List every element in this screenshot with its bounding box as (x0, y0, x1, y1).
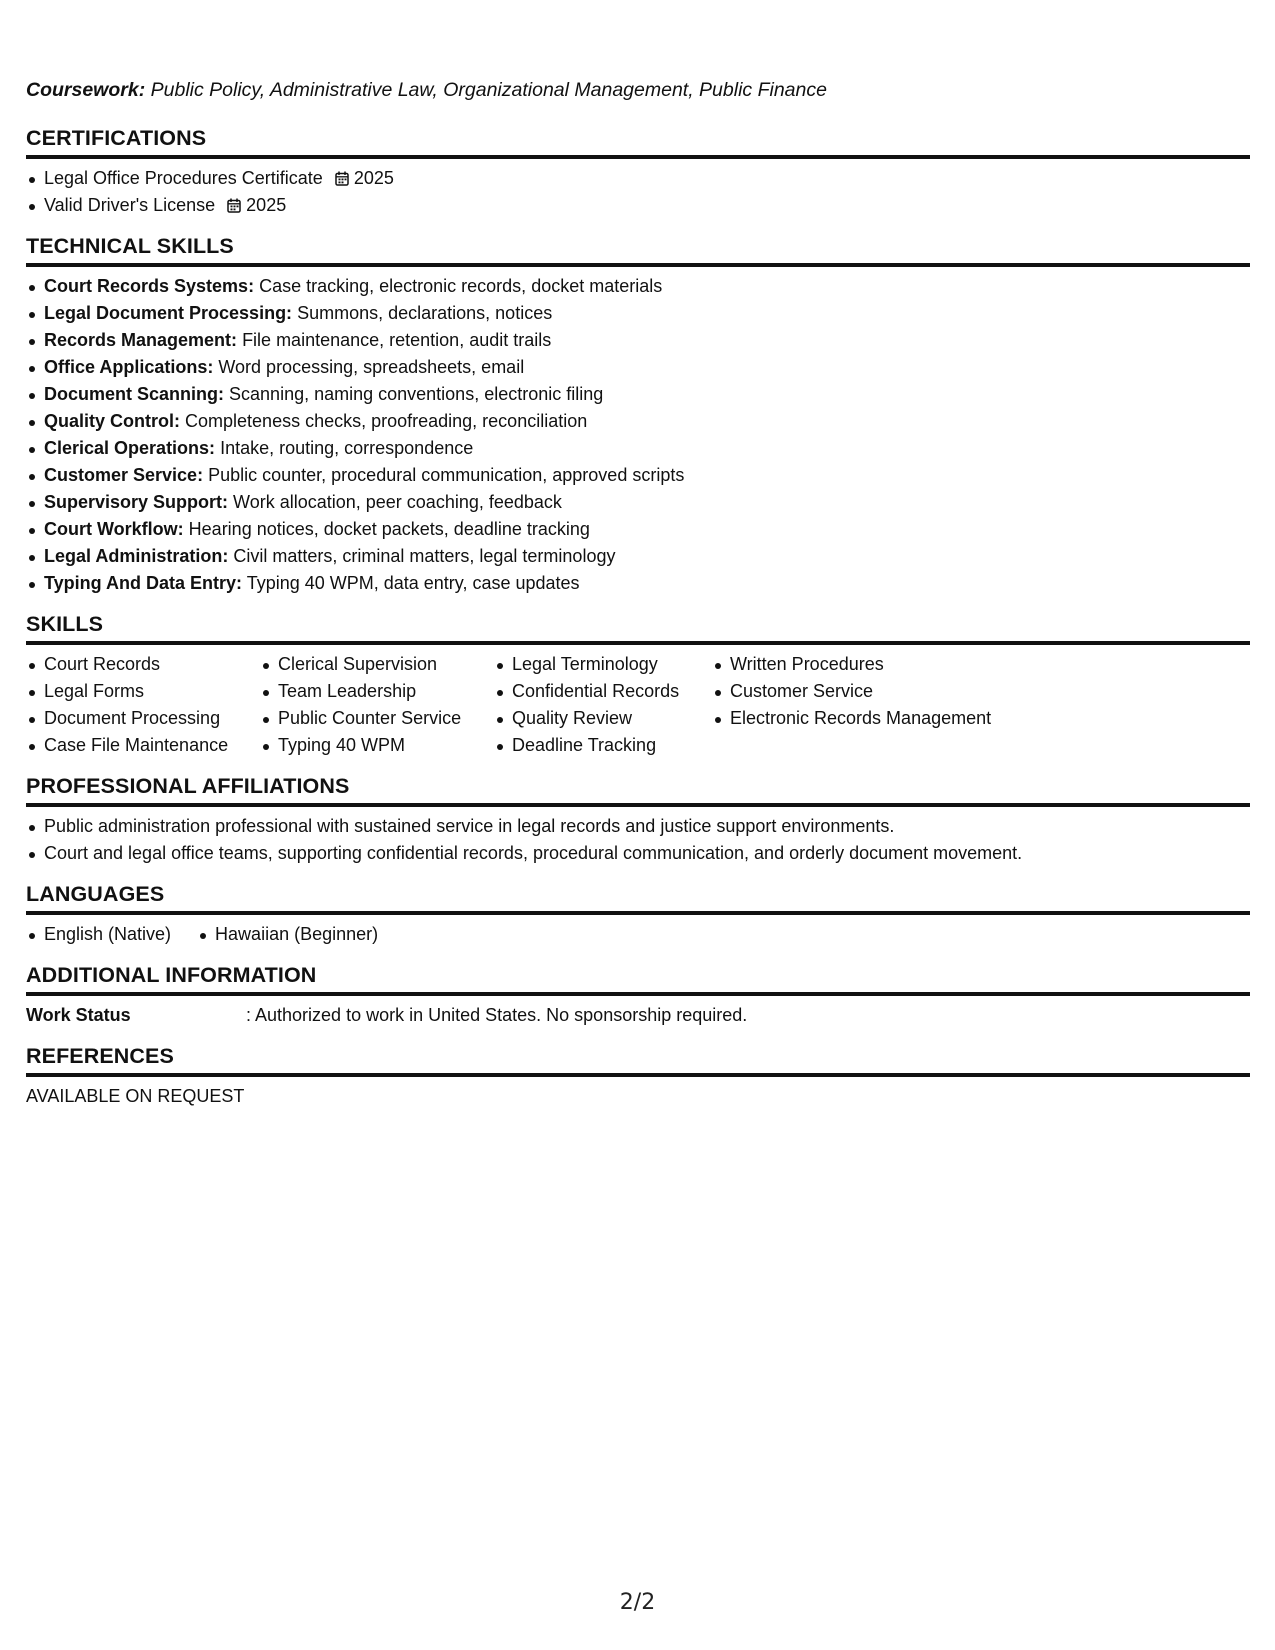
additional-info-section (26, 961, 1250, 1029)
language-item: Hawaiian (Beginner) (197, 921, 378, 948)
certification-date (227, 195, 286, 215)
skill-item: Case File Maintenance (26, 732, 260, 759)
technical-skill-item (26, 327, 1250, 354)
skills-column (712, 651, 1042, 759)
technical-skill-text: Intake, routing, correspondence (220, 438, 474, 458)
technical-skill-label: Legal Document Processing: (44, 303, 293, 323)
languages-section (26, 880, 1250, 948)
technical-skills-section (26, 232, 1250, 597)
skills-section (26, 610, 1250, 759)
technical-skill-text: Hearing notices, docket packets, deadline tracking (188, 519, 590, 539)
skill-item: Legal Terminology (494, 651, 712, 678)
skills-column (494, 651, 712, 759)
skill-item: Electronic Records Management (712, 705, 1042, 732)
technical-skill-text: Case tracking, electronic records, docket materials (259, 276, 663, 296)
language-item: English (Native) (26, 921, 171, 948)
technical-skill-item (26, 354, 1250, 381)
technical-skill-item (26, 543, 1250, 570)
skill-item: Deadline Tracking (494, 732, 712, 759)
skill-item: Clerical Supervision (260, 651, 494, 678)
technical-skill-label: Records Management: (44, 330, 238, 350)
coursework-text: Public Policy, Administrative Law, Organizational Management, Public Finance (150, 79, 827, 101)
work-status-row (26, 1002, 1250, 1029)
skills-column (26, 651, 260, 759)
technical-skill-label: Customer Service: (44, 465, 204, 485)
certifications-section (26, 124, 1250, 219)
skill-item: Document Processing (26, 705, 260, 732)
technical-skill-text: Typing 40 WPM, data entry, case updates (246, 573, 580, 593)
calendar-icon (227, 198, 241, 213)
technical-skill-text: Public counter, procedural communication, approved scripts (208, 465, 685, 485)
technical-skill-label: Supervisory Support: (44, 492, 229, 512)
technical-skill-text: Summons, declarations, notices (297, 303, 553, 323)
skills-heading: SKILLS (26, 610, 1250, 645)
technical-skill-item (26, 570, 1250, 597)
certification-year: 2025 (353, 168, 394, 188)
skill-item: Typing 40 WPM (260, 732, 494, 759)
technical-skill-text: Word processing, spreadsheets, email (218, 357, 525, 377)
affiliation-item: Court and legal office teams, supporting confidential records, procedural communication, and orderly document movement. (26, 840, 1250, 867)
technical-skills-list (26, 273, 1250, 597)
skill-item: Team Leadership (260, 678, 494, 705)
technical-skills-heading: TECHNICAL SKILLS (26, 232, 1250, 267)
certification-item (26, 192, 1250, 219)
coursework-line (26, 76, 1250, 104)
technical-skill-label: Quality Control: (44, 411, 180, 431)
references-heading: REFERENCES (26, 1042, 1250, 1077)
skills-column (260, 651, 494, 759)
affiliation-item: Public administration professional with sustained service in legal records and justice support environments. (26, 813, 1250, 840)
certification-item (26, 165, 1250, 192)
skill-item: Legal Forms (26, 678, 260, 705)
work-status-label: Work Status (26, 1005, 131, 1025)
technical-skill-item (26, 489, 1250, 516)
skill-item: Court Records (26, 651, 260, 678)
technical-skill-label: Clerical Operations: (44, 438, 216, 458)
technical-skill-item (26, 516, 1250, 543)
technical-skill-label: Office Applications: (44, 357, 214, 377)
technical-skill-label: Court Workflow: (44, 519, 184, 539)
skill-item: Quality Review (494, 705, 712, 732)
technical-skill-item (26, 408, 1250, 435)
technical-skill-item (26, 273, 1250, 300)
certifications-heading: CERTIFICATIONS (26, 124, 1250, 159)
certification-name: Valid Driver's License (44, 195, 216, 215)
references-text: AVAILABLE ON REQUEST (26, 1086, 245, 1106)
page-number: 2/2 (619, 1590, 656, 1615)
skill-item: Public Counter Service (260, 705, 494, 732)
technical-skill-text: Completeness checks, proofreading, reconciliation (185, 411, 588, 431)
calendar-icon (335, 171, 349, 186)
technical-skill-item (26, 462, 1250, 489)
skill-item: Confidential Records (494, 678, 712, 705)
technical-skill-item (26, 435, 1250, 462)
coursework-label: Coursework: (26, 79, 146, 101)
skills-grid (26, 651, 1250, 759)
affiliations-list (26, 813, 1250, 867)
technical-skill-item (26, 300, 1250, 327)
references-section (26, 1042, 1250, 1110)
affiliations-heading: PROFESSIONAL AFFILIATIONS (26, 772, 1250, 807)
languages-list (26, 921, 1250, 948)
languages-heading: LANGUAGES (26, 880, 1250, 915)
skill-item: Written Procedures (712, 651, 1042, 678)
certification-name: Legal Office Procedures Certificate (44, 168, 323, 188)
skill-item: Customer Service (712, 678, 1042, 705)
technical-skill-text: Work allocation, peer coaching, feedback (233, 492, 562, 512)
technical-skill-label: Legal Administration: (44, 546, 229, 566)
technical-skill-item (26, 381, 1250, 408)
additional-info-heading: ADDITIONAL INFORMATION (26, 961, 1250, 996)
certifications-list (26, 165, 1250, 219)
technical-skill-text: Scanning, naming conventions, electronic filing (229, 384, 604, 404)
technical-skill-text: File maintenance, retention, audit trails (242, 330, 552, 350)
technical-skill-label: Court Records Systems: (44, 276, 255, 296)
technical-skill-label: Document Scanning: (44, 384, 225, 404)
work-status-value: : Authorized to work in United States. No sponsorship required. (246, 1005, 748, 1025)
affiliations-section (26, 772, 1250, 867)
technical-skill-text: Civil matters, criminal matters, legal terminology (233, 546, 616, 566)
certification-year: 2025 (246, 195, 287, 215)
certification-date (335, 168, 394, 188)
resume-page (26, 76, 1250, 1123)
technical-skill-label: Typing And Data Entry: (44, 573, 242, 593)
